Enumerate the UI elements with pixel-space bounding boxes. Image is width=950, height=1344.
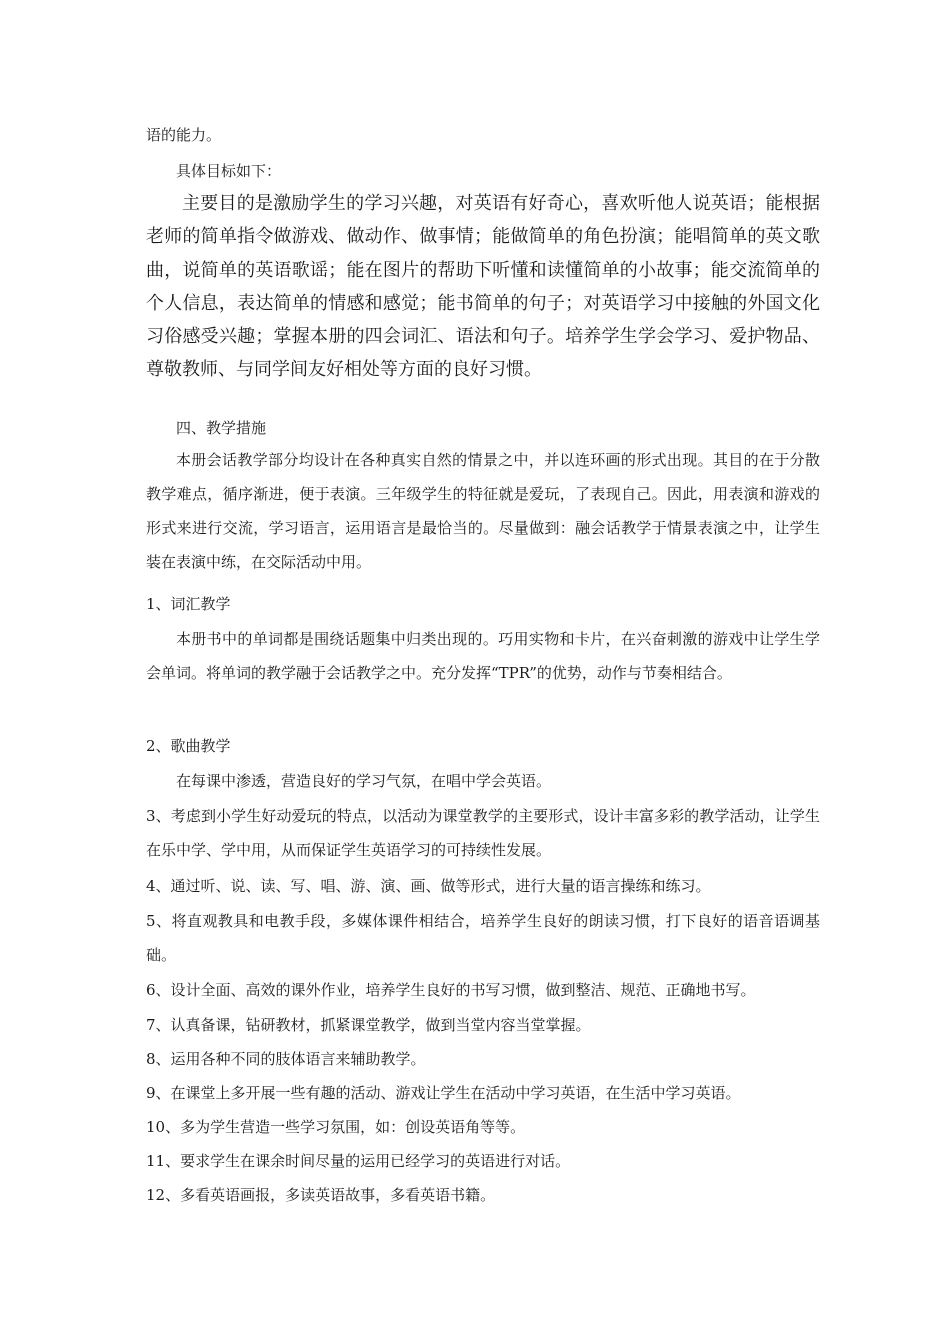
item-5: 5、将直观教具和电教手段，多媒体课件相结合，培养学生良好的朗读习惯，打下良好的语音语调基础。 [146,912,820,964]
item-6: 6、设计全面、高效的课外作业，培养学生良好的书写习惯，做到整洁、规范、正确地书写。 [146,981,756,999]
item-vocabulary-heading: 1、词汇教学 [146,595,231,613]
item-song-heading: 2、歌曲教学 [146,737,231,755]
paragraph-continuation: 语的能力。 [146,126,222,144]
paragraph-song: 在每课中渗透，营造良好的学习气氛，在唱中学会英语。 [176,772,552,790]
item-10: 10、多为学生营造一些学习氛围，如：创设英语角等等。 [146,1118,526,1136]
paragraph-vocabulary: 本册书中的单词都是围绕话题集中归类出现的。巧用实物和卡片，在兴奋刺激的游戏中让学生学会单词。将单词的教学融于会话教学之中。充分发挥“TPR”的优势，动作与节奏相结合。 [146,630,820,682]
item-7: 7、认真备课，钻研教材，抓紧课堂教学，做到当堂内容当堂掌握。 [146,1016,591,1034]
item-11: 11、要求学生在课余时间尽量的运用已经学习的英语进行对话。 [146,1152,571,1170]
section-heading-teaching-measures: 四、教学措施 [176,419,267,437]
item-3: 3、考虑到小学生好动爱玩的特点，以活动为课堂教学的主要形式，设计丰富多彩的教学活动，让学生在乐中学、学中用，从而保证学生英语学习的可持续性发展。 [146,807,820,859]
paragraph-goals-intro: 具体目标如下： [176,162,282,180]
item-8: 8、运用各种不同的肢体语言来辅助教学。 [146,1050,426,1068]
paragraph-dialogue-teaching: 本册会话教学部分均设计在各种真实自然的情景之中，并以连环画的形式出现。其目的在于分散教学难点，循序渐进，便于表演。三年级学生的特征就是爱玩，了表现自己。因此，用表演和游戏的形式来进行交流，学习语言，运用语言是最恰当的。尽量做到：融会话教学于情景表演之中，让学生装在表演中练，在交际活动中用。 [146,451,820,571]
item-9: 9、在课堂上多开展一些有趣的活动、游戏让学生在活动中学习英语，在生活中学习英语。 [146,1084,741,1102]
item-4: 4、通过听、说、读、写、唱、游、演、画、做等形式，进行大量的语言操练和练习。 [146,877,711,895]
paragraph-goals-body: 主要目的是激励学生的学习兴趣，对英语有好奇心，喜欢听他人说英语；能根据老师的简单指令做游戏、做动作、做事情；能做简单的角色扮演；能唱简单的英文歌曲，说简单的英语歌谣；能在图片的帮助下听懂和读懂简单的小故事；能交流简单的个人信息，表达简单的情感和感觉；能书简单的句子；对英语学习中接触的外国文化习俗感受兴趣；掌握本册的四会词汇、语法和句子。培养学生学会学习、爱护物品、尊敬教师、与同学间友好相处等方面的良好习惯。 [146,193,820,381]
item-12: 12、多看英语画报，多读英语故事，多看英语书籍。 [146,1186,496,1204]
